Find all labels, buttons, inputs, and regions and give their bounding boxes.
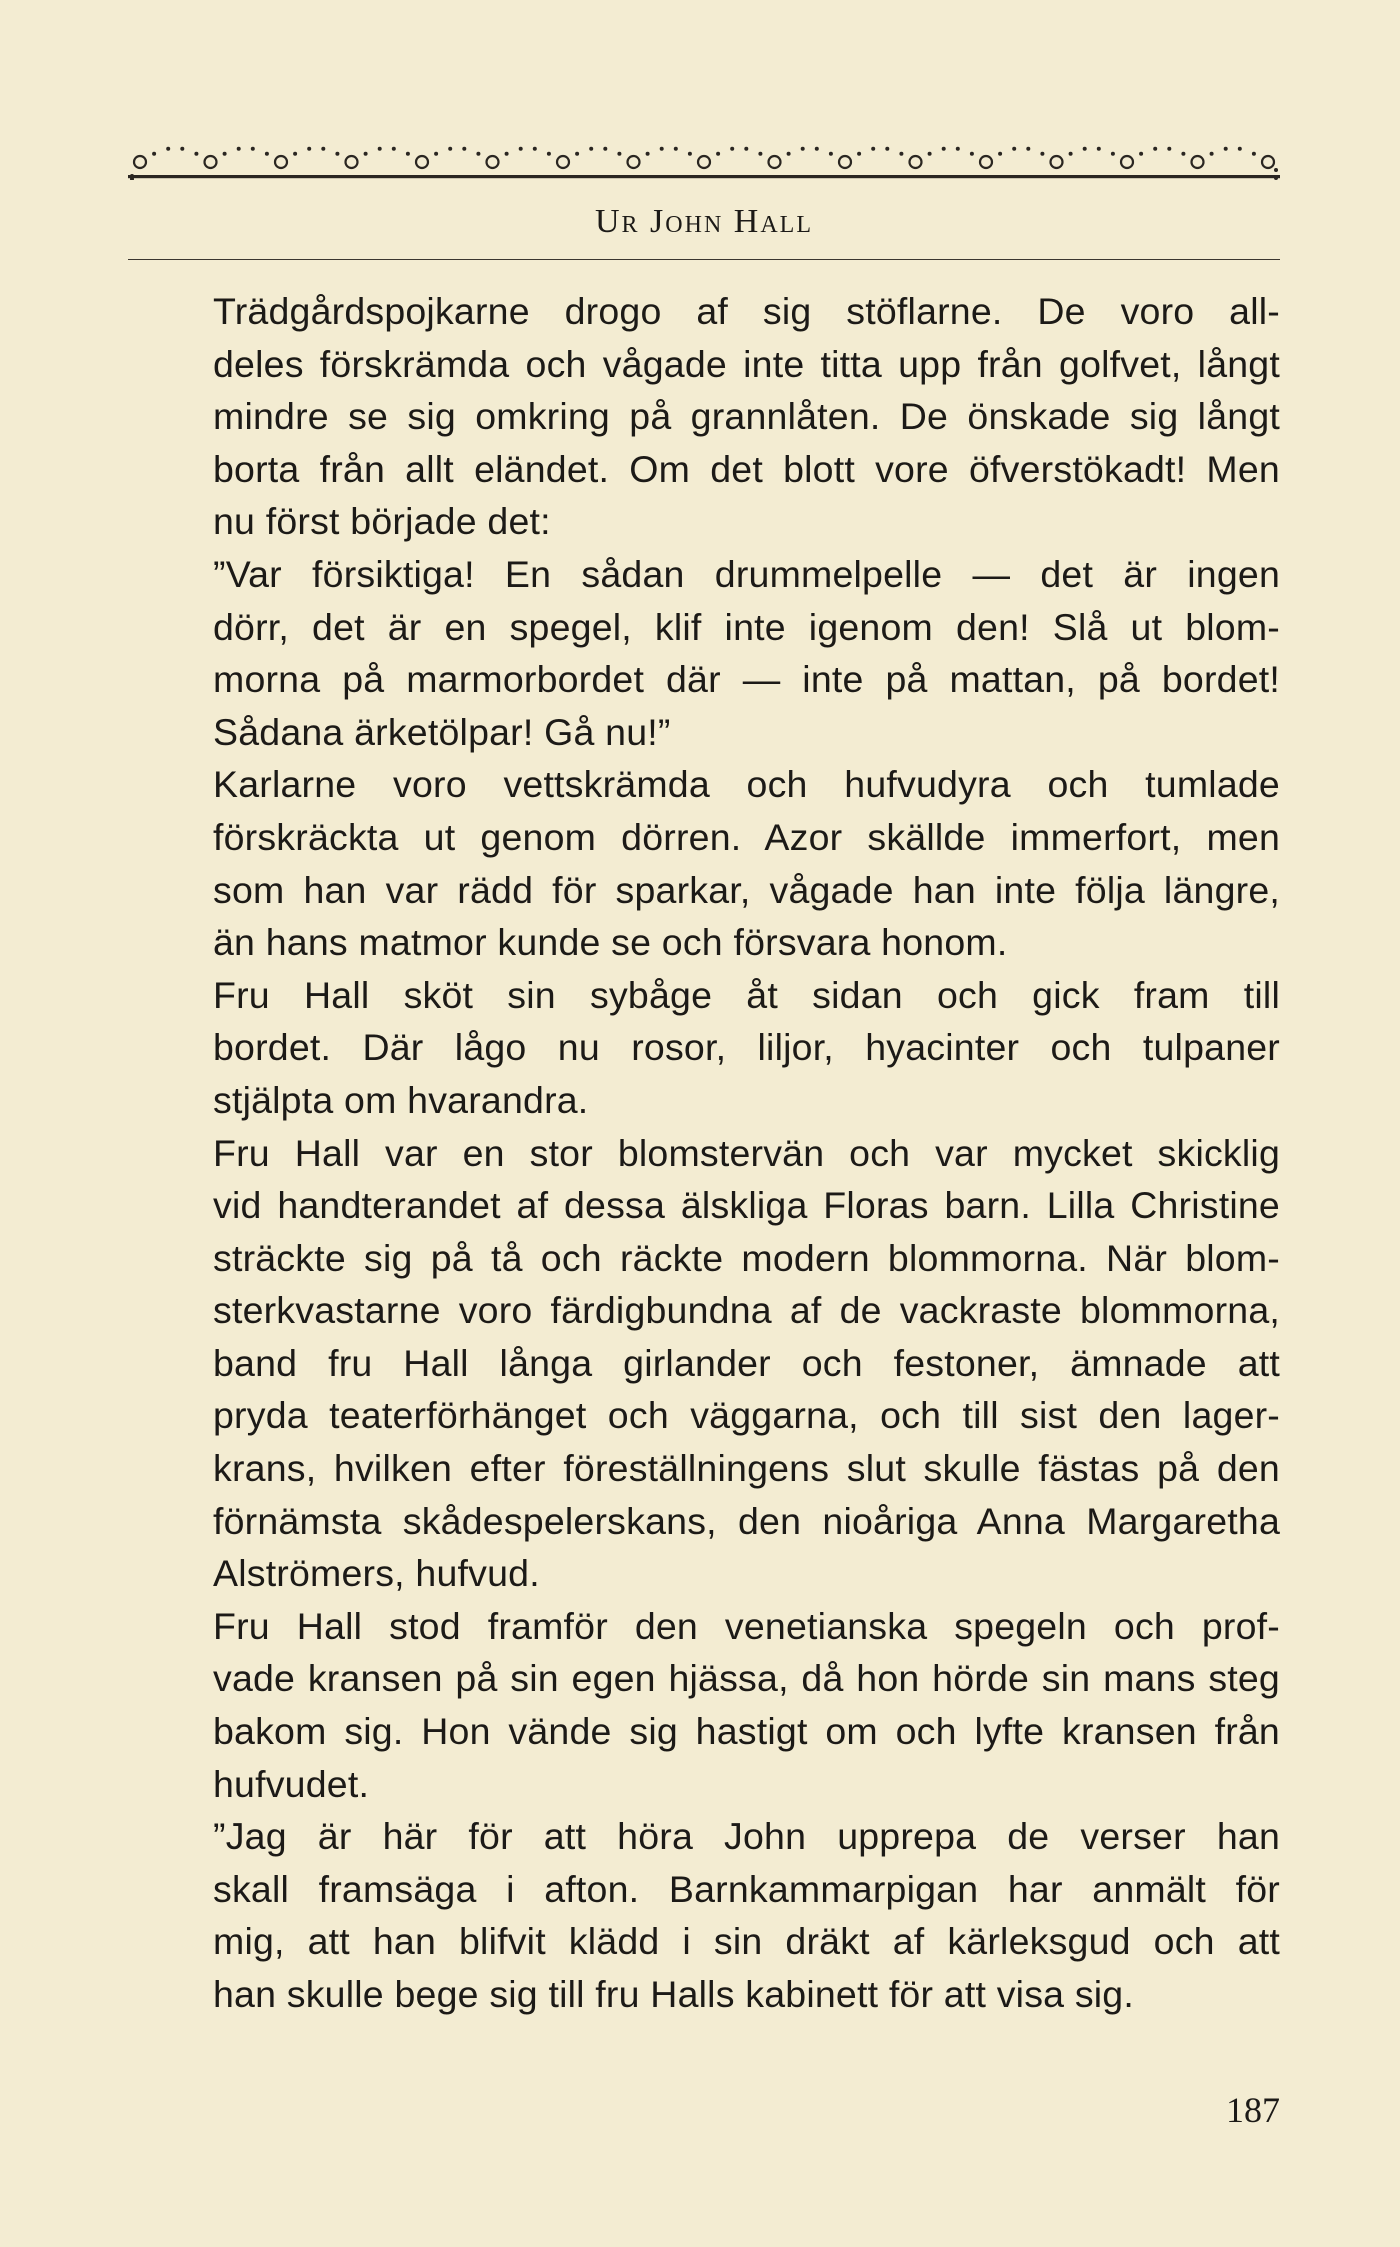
paragraph xyxy=(128,1127,1280,1600)
ornament-dot xyxy=(335,152,339,156)
ornament-dot xyxy=(166,147,170,151)
ornament-ring xyxy=(487,156,499,168)
text-line: som han var rädd för sparkar, vågade han inte följa längre, xyxy=(213,868,1280,911)
text-line: än hans matmor kunde se och försvara honom. xyxy=(213,921,1008,964)
ornament-dot xyxy=(603,147,607,151)
ornament-ring xyxy=(980,156,992,168)
ornament-ring xyxy=(628,156,640,168)
text-line: skall framsäga i afton. Barnkammarpigan har anmält för xyxy=(213,1867,1280,1910)
text-line: Sådana ärketölpar! Gå nu!” xyxy=(213,710,671,753)
text-line: Fru Hall sköt sin sybåge åt sidan och gick fram till xyxy=(213,973,1280,1016)
ornament-dot xyxy=(519,147,523,151)
text-line: Fru Hall var en stor blomstervän och var mycket skicklig xyxy=(213,1131,1280,1174)
text-line: han skulle bege sig till fru Halls kabinett för att visa sig. xyxy=(213,1973,1134,2015)
ornament-ring xyxy=(557,156,569,168)
ornament-dot xyxy=(758,152,762,156)
paragraph xyxy=(128,758,1280,968)
ornament-dot xyxy=(998,152,1002,156)
text-line: förskräckta ut genom dörren. Azor skällde immerfort, men xyxy=(213,815,1280,858)
ornament-dot xyxy=(688,152,692,156)
text-line: Fru Hall stod framför den venetianska spegeln och prof- xyxy=(213,1604,1280,1647)
paragraph xyxy=(128,969,1280,1127)
ornament-dot xyxy=(1026,147,1030,151)
header-rule xyxy=(128,259,1280,260)
ornament-dot xyxy=(1167,147,1171,151)
ornament-dot xyxy=(265,152,269,156)
text-line: hufvudet. xyxy=(213,1762,370,1805)
ornament-dot xyxy=(1210,152,1214,156)
ornament-dot xyxy=(293,152,297,156)
text-line: krans, hvilken efter föreställningens slut skulle fästas på den xyxy=(213,1447,1280,1490)
ornament-dot xyxy=(533,147,537,151)
text-line: vade kransen på sin egen hjässa, då hon hörde sin mans steg xyxy=(213,1657,1280,1700)
ornament-dot xyxy=(575,152,579,156)
paragraph xyxy=(128,1600,1280,1810)
ornament-dot xyxy=(1224,147,1228,151)
text-line: Trädgårdspojkarne drogo af sig stöflarne. De voro all- xyxy=(213,290,1280,332)
ornament-dot xyxy=(801,147,805,151)
ornament-dot xyxy=(1252,152,1256,156)
ornament-dot xyxy=(815,147,819,151)
ornament-ring xyxy=(416,156,428,168)
text-line: mig, att han blifvit klädd i sin dräkt af kärleksgud och att xyxy=(213,1920,1280,1963)
text-line: bakom sig. Hon vände sig hastigt om och lyfte kransen från xyxy=(213,1710,1280,1753)
ornament-ring xyxy=(1121,156,1133,168)
ornament-dot xyxy=(942,147,946,151)
ornament-dot xyxy=(476,152,480,156)
text-line: sterkvastarne voro färdigbundna af de vackraste blommorna, xyxy=(213,1289,1280,1332)
ornament-dot xyxy=(1069,152,1073,156)
ornament-dot xyxy=(251,147,255,151)
text-line: ”Jag är här för att höra John upprepa de verser han xyxy=(213,1815,1280,1858)
text-line: band fru Hall långa girlander och festoner, ämnade att xyxy=(213,1341,1280,1384)
ornament-ring xyxy=(275,156,287,168)
ornament-ring xyxy=(1192,156,1204,168)
ornament-dot xyxy=(1012,147,1016,151)
ornament-ring xyxy=(839,156,851,168)
ornament-dot xyxy=(462,147,466,151)
running-head-title: Ur John Hall xyxy=(595,203,813,240)
ornament-dot xyxy=(1274,168,1278,172)
ornament-dot xyxy=(716,152,720,156)
text-line: stjälpta om hvarandra. xyxy=(213,1078,589,1121)
ornament-dot xyxy=(787,152,791,156)
ornament-dot xyxy=(223,152,227,156)
ornament-dot xyxy=(434,152,438,156)
text-line: vid handterandet af dessa älskliga Floras barn. Lilla Christine xyxy=(213,1184,1280,1227)
ornament-dot xyxy=(730,147,734,151)
text-line: bordet. Där lågo nu rosor, liljor, hyacinter och tulpaner xyxy=(213,1026,1280,1069)
page-number: 187 xyxy=(1226,2090,1280,2130)
text-line: pryda teaterförhänget och väggarna, och till sist den lager- xyxy=(213,1394,1280,1437)
decorative-ornament-border xyxy=(128,120,1280,180)
text-line: dörr, det är en spegel, klif inte igenom den! Slå ut blom- xyxy=(213,605,1280,648)
ornament-dot xyxy=(1238,147,1242,151)
ornament-dot xyxy=(392,147,396,151)
ornament-dot xyxy=(589,147,593,151)
ornament-dot xyxy=(152,152,156,156)
ornament-dot xyxy=(378,147,382,151)
text-line: ”Var försiktiga! En sådan drummelpelle — det är ingen xyxy=(213,552,1280,595)
ornament-dot xyxy=(857,152,861,156)
ornament-dot xyxy=(617,152,621,156)
text-line: mindre se sig omkring på grannlåten. De önskade sig långt xyxy=(213,395,1280,438)
ornament-dot xyxy=(970,152,974,156)
text-line: morna på marmorbordet där — inte på mattan, på bordet! xyxy=(213,658,1280,701)
ornament-ring xyxy=(1262,156,1274,168)
ornament-ring xyxy=(698,156,710,168)
ornament-dot xyxy=(1111,152,1115,156)
ornament-ring xyxy=(910,156,922,168)
ornament-ring xyxy=(769,156,781,168)
text-line: deles förskrämda och vågade inte titta upp från golfvet, långt xyxy=(213,342,1280,385)
ornament-dot xyxy=(1153,147,1157,151)
ornament-dot xyxy=(448,147,452,151)
ornament-dot xyxy=(674,147,678,151)
ornament-dot xyxy=(406,152,410,156)
ornament-dot xyxy=(871,147,875,151)
paragraph xyxy=(128,548,1280,758)
ornament-dot xyxy=(321,147,325,151)
text-line: Alströmers, hufvud. xyxy=(213,1552,540,1595)
ornament-ring xyxy=(205,156,217,168)
paragraph xyxy=(128,285,1280,548)
ornament-dot xyxy=(1040,152,1044,156)
ornament-dot xyxy=(956,147,960,151)
text-line: förnämsta skådespelerskans, den nioåriga Anna Margaretha xyxy=(213,1499,1280,1542)
ornament-dot xyxy=(899,152,903,156)
ornament-ring xyxy=(346,156,358,168)
ornament-dot xyxy=(237,147,241,151)
ornament-dot xyxy=(1097,147,1101,151)
ornament-dot xyxy=(307,147,311,151)
ornament-dot xyxy=(829,152,833,156)
text-line: borta från allt eländet. Om det blott vore öfverstökadt! Men xyxy=(213,447,1280,490)
ornament-dot xyxy=(1083,147,1087,151)
text-line: nu först började det: xyxy=(213,500,551,543)
ornament-dot xyxy=(744,147,748,151)
ornament-ring xyxy=(1051,156,1063,168)
ornament-dot xyxy=(364,152,368,156)
text-line: Karlarne voro vettskrämda och hufvudyra och tumlade xyxy=(213,763,1280,806)
ornament-dot xyxy=(660,147,664,151)
ornament-dot xyxy=(180,147,184,151)
ornament-dot xyxy=(646,152,650,156)
ornament-dot xyxy=(505,152,509,156)
ornament-ring xyxy=(134,156,146,168)
ornament-dot xyxy=(547,152,551,156)
ornament-dot xyxy=(928,152,932,156)
ornament-dot xyxy=(1139,152,1143,156)
body-text xyxy=(128,285,1280,2021)
text-line: sträckte sig på tå och räckte modern blommorna. När blom- xyxy=(213,1236,1280,1279)
ornament-dot xyxy=(885,147,889,151)
paragraph xyxy=(128,1810,1280,2020)
ornament-dot xyxy=(194,152,198,156)
ornament-dot xyxy=(1181,152,1185,156)
